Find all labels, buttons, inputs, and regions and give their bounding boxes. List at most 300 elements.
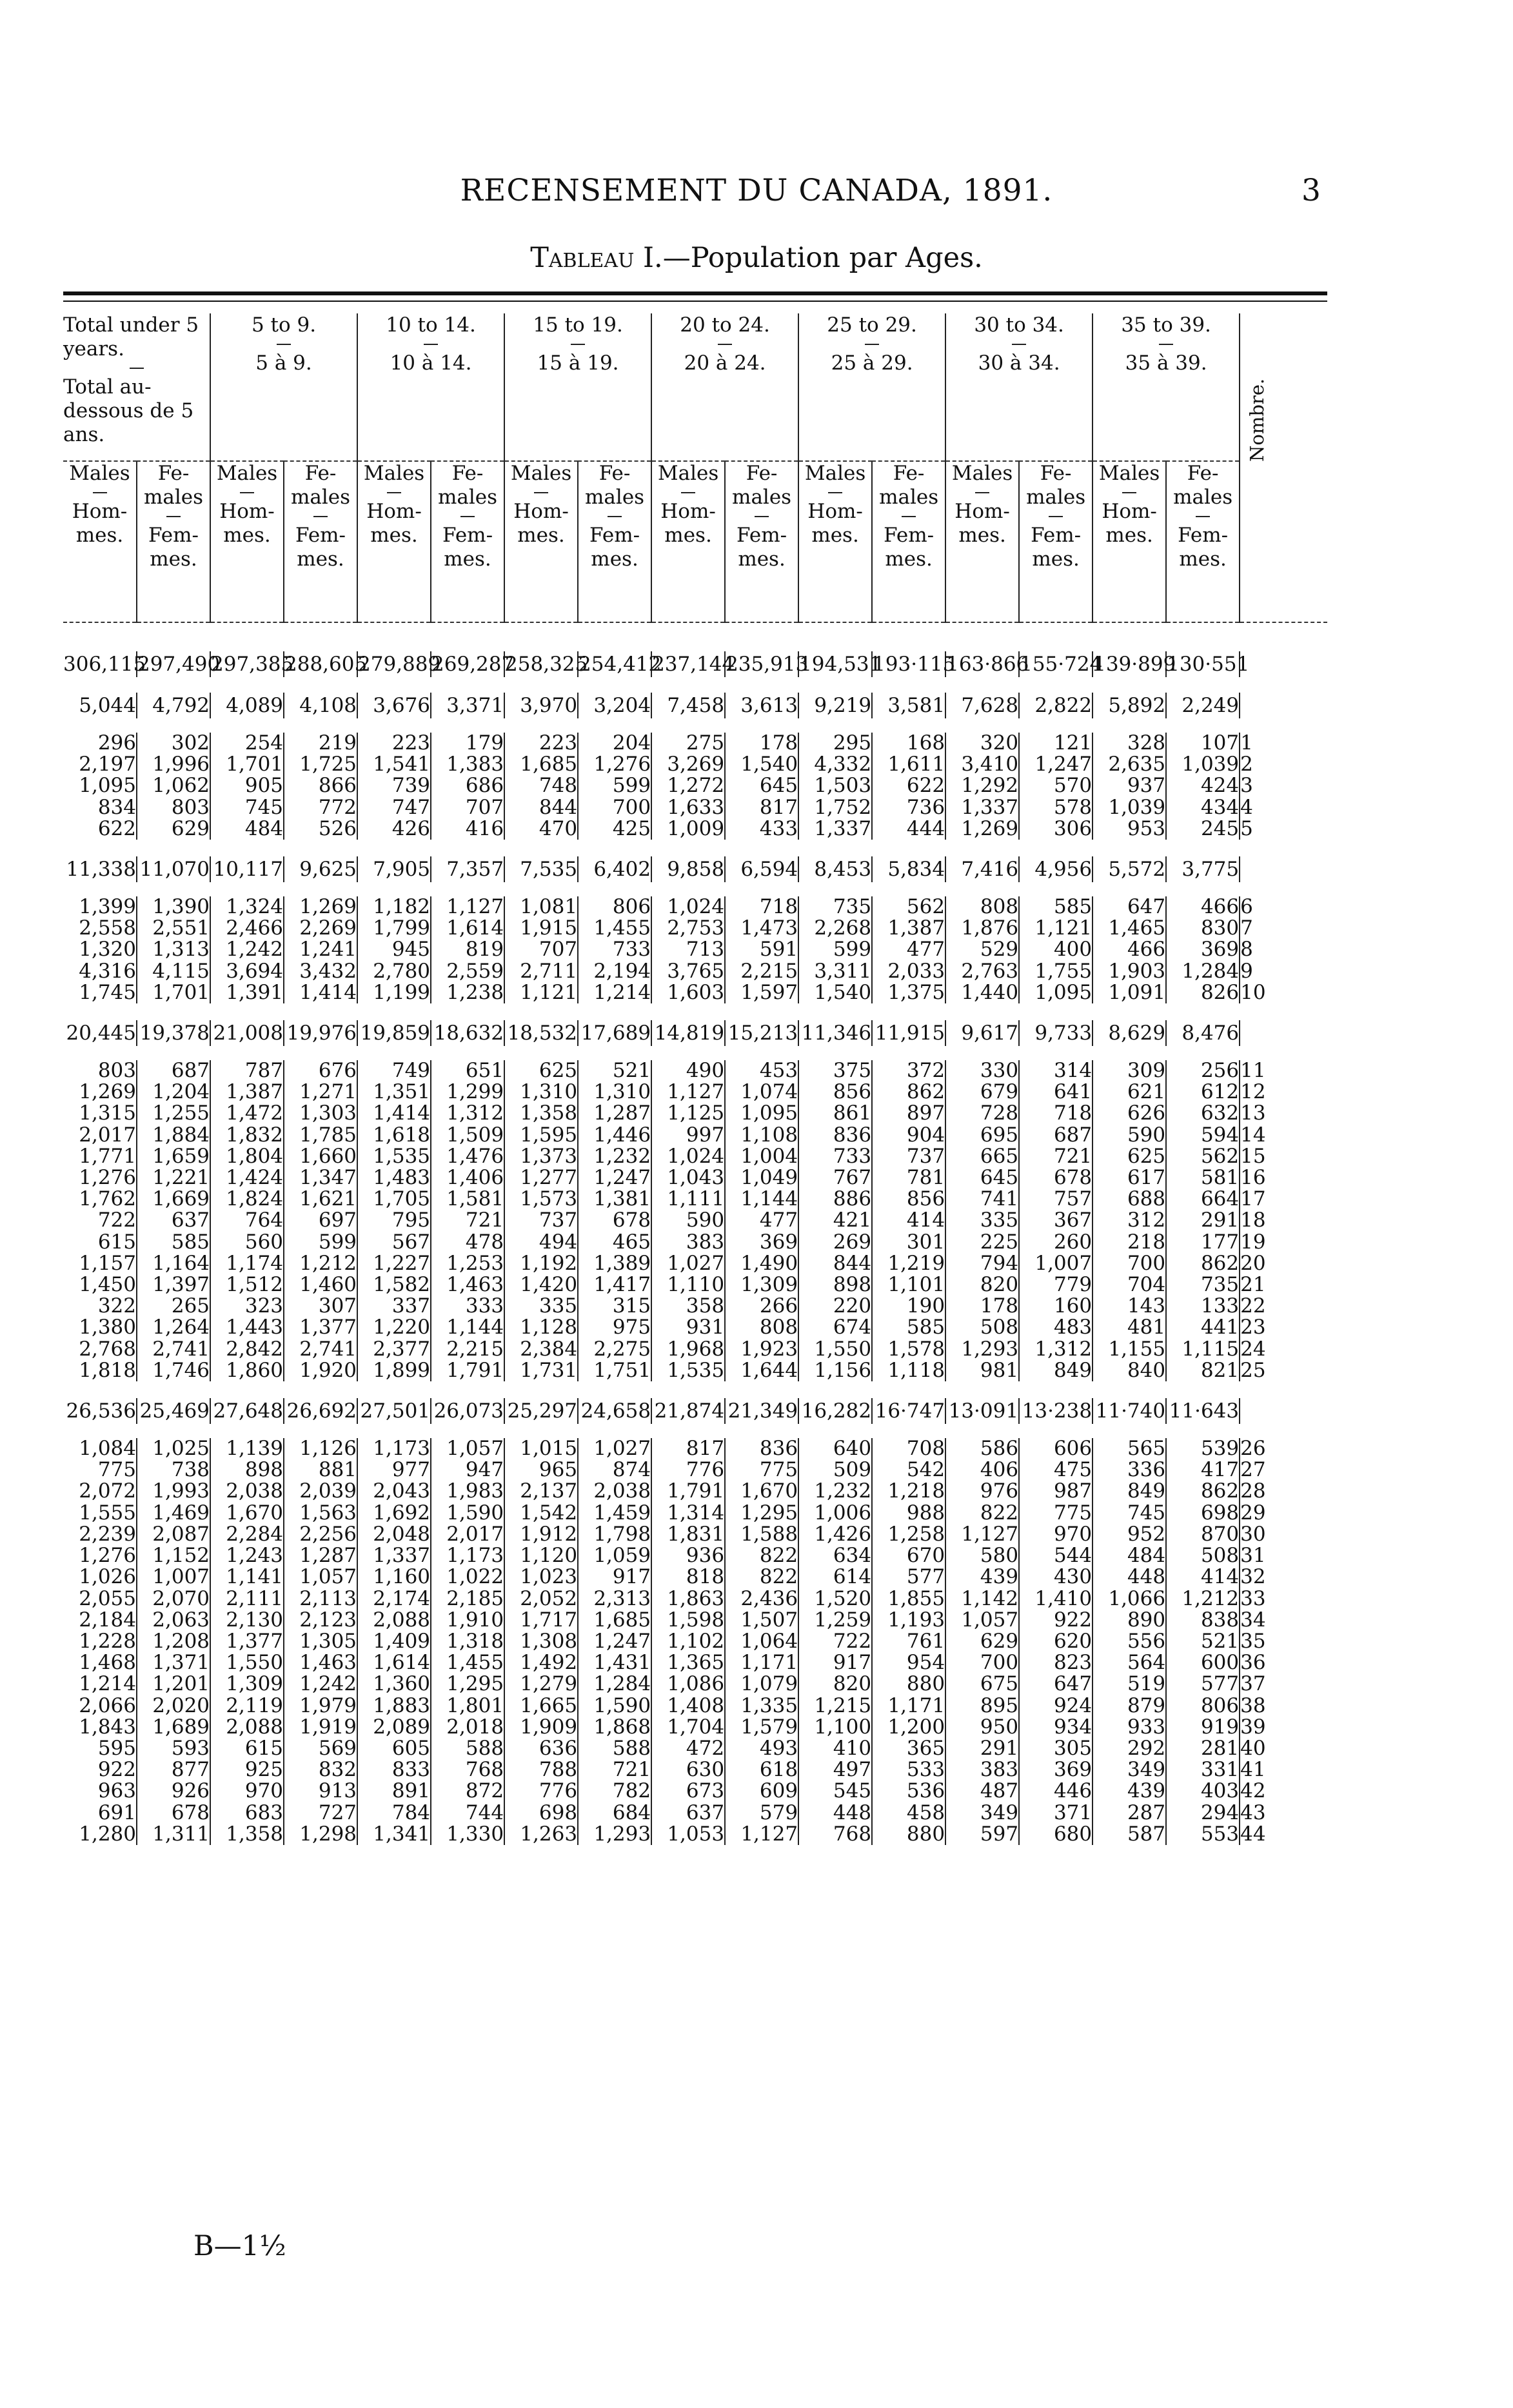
table-cell: 832	[284, 1759, 357, 1781]
row-number: 8	[1240, 939, 1327, 960]
table-cell: 727	[284, 1802, 357, 1824]
header-age-group	[504, 313, 651, 461]
table-cell: 622	[872, 775, 945, 796]
table-cell: 599	[578, 775, 651, 796]
header-females	[872, 462, 945, 622]
table-cell: 478	[431, 1232, 504, 1253]
header-dash	[130, 368, 144, 369]
table-cell: 2,780	[357, 961, 431, 982]
table-cell: 1,824	[210, 1189, 284, 1210]
table-cell: 1,358	[210, 1824, 284, 1845]
header-sex-fr: Fem-mes.	[148, 524, 199, 571]
table-cell: 2,055	[79, 1586, 136, 1610]
table-cell: 787	[210, 1060, 284, 1081]
header-sex-en: Males	[951, 462, 1013, 485]
table-cell: 1,024	[651, 1146, 725, 1167]
table-cell: 1,590	[578, 1695, 651, 1717]
table-cell: 676	[284, 1060, 357, 1081]
table-cell: 14,819	[651, 1020, 725, 1046]
table-cell: 1,049	[725, 1167, 798, 1189]
table-cell: 1,868	[578, 1717, 651, 1738]
table-cell: 1,804	[210, 1146, 284, 1167]
table-cell: 936	[651, 1545, 725, 1566]
table-cell: 417	[1166, 1459, 1240, 1481]
table-cell: 1,420	[504, 1274, 578, 1296]
table-cell: 1,303	[284, 1103, 357, 1124]
header-females	[1166, 462, 1240, 622]
spacer	[63, 623, 1327, 651]
table-cell: 296	[97, 731, 136, 755]
table-cell: 1,440	[945, 982, 1019, 1003]
table-row	[63, 1210, 1327, 1231]
table-cell: 349	[1093, 1759, 1166, 1781]
table-row	[63, 1802, 1327, 1824]
table-cell: 275	[651, 733, 725, 754]
header-total-en: Total under 5 years.	[63, 313, 199, 360]
row-number: 24	[1240, 1339, 1327, 1360]
table-cell: 365	[872, 1738, 945, 1759]
table-cell: 1,164	[137, 1253, 210, 1274]
row-number: 13	[1240, 1103, 1327, 1124]
table-cell: 254,412	[578, 653, 662, 676]
table-cell: 1,295	[725, 1503, 798, 1524]
table-cell: 306,115	[63, 653, 146, 676]
header-sex-en: Males	[69, 462, 130, 485]
table-cell: 1,573	[504, 1189, 578, 1210]
table-cell: 11,338	[66, 858, 136, 882]
table-cell: 337	[357, 1296, 431, 1317]
table-cell: 1,915	[504, 918, 578, 939]
table-cell: 1,192	[504, 1253, 578, 1274]
table-cell: 223	[504, 733, 578, 754]
header-dash	[975, 492, 989, 493]
table-cell: 1,424	[210, 1167, 284, 1189]
table-cell: 307	[284, 1296, 357, 1317]
table-cell: 425	[578, 818, 651, 840]
table-cell: 281	[1166, 1738, 1240, 1759]
header-males	[1093, 462, 1166, 622]
table-cell: 367	[1019, 1210, 1093, 1231]
table-cell: 383	[945, 1759, 1019, 1781]
table-cell: 695	[945, 1125, 1019, 1146]
row-number: 2	[1240, 754, 1327, 775]
table-cell: 2,089	[357, 1717, 431, 1738]
table-cell: 1,062	[137, 775, 210, 796]
table-cell: 2,377	[357, 1339, 431, 1360]
table-cell: 600	[1166, 1652, 1240, 1673]
table-cell: 640	[798, 1438, 872, 1459]
table-cell: 764	[210, 1210, 284, 1231]
header-females	[1019, 462, 1093, 622]
header-sex-en: Males	[657, 462, 719, 485]
table-cell: 358	[651, 1296, 725, 1317]
table-cell: 1,459	[578, 1503, 651, 1524]
table-cell: 9,858	[651, 856, 725, 882]
table-cell: 484	[1093, 1545, 1166, 1566]
table-cell: 937	[1093, 775, 1166, 796]
table-cell: 1,755	[1019, 961, 1093, 982]
table-cell: 772	[284, 797, 357, 818]
table-cell: 2,038	[578, 1481, 651, 1502]
table-cell: 1,801	[431, 1695, 504, 1717]
table-cell: 795	[357, 1210, 431, 1231]
table-cell: 1,535	[651, 1360, 725, 1381]
header-dash	[1196, 516, 1210, 517]
table-cell: 1,670	[725, 1481, 798, 1502]
table-cell: 707	[504, 939, 578, 960]
header-sex-fr: Fem-mes.	[589, 524, 640, 571]
table-cell: 9,625	[284, 856, 357, 882]
header-females	[578, 462, 651, 622]
table-cell: 1,324	[210, 896, 284, 918]
table-cell: 297,385	[211, 653, 294, 676]
table-cell: 806	[578, 896, 651, 918]
table-cell: 2,384	[504, 1339, 578, 1360]
table-cell: 237,144	[652, 653, 735, 676]
table-cell: 8,476	[1166, 1020, 1240, 1046]
table-cell: 1,120	[504, 1545, 578, 1566]
table-cell: 953	[1093, 818, 1166, 840]
table-cell: 545	[798, 1781, 872, 1802]
table-cell: 1,618	[357, 1125, 431, 1146]
table-cell: 788	[504, 1759, 578, 1781]
table-cell: 1,473	[725, 918, 798, 939]
table-cell: 1,313	[137, 939, 210, 960]
table-cell: 826	[1166, 982, 1240, 1003]
table-cell: 1,110	[651, 1274, 725, 1296]
table-cell: 477	[872, 939, 945, 960]
table-row	[63, 1545, 1327, 1566]
row-number: 16	[1240, 1167, 1327, 1189]
spacer	[63, 882, 1327, 896]
table-cell: 178	[945, 1296, 1019, 1317]
table-cell: 336	[1093, 1459, 1166, 1481]
table-cell: 1,410	[1019, 1588, 1093, 1610]
table-cell: 836	[798, 1125, 872, 1146]
table-cell: 406	[945, 1459, 1019, 1481]
table-cell: 309	[1093, 1060, 1166, 1081]
table-cell: 328	[1093, 733, 1166, 754]
table-cell: 291	[1166, 1210, 1240, 1231]
table-cell: 1,581	[431, 1189, 504, 1210]
table-cell: 265	[137, 1296, 210, 1317]
table-cell: 2,466	[210, 918, 284, 939]
table-cell: 9,733	[1019, 1020, 1093, 1046]
table-cell: 139·899	[1093, 653, 1176, 676]
table-cell: 748	[504, 775, 578, 796]
table-cell: 1,644	[725, 1360, 798, 1381]
table-cell: 1,182	[357, 896, 431, 918]
table-cell: 16,282	[798, 1398, 872, 1424]
table-row	[63, 1524, 1327, 1545]
table-cell: 526	[284, 818, 357, 840]
table-cell: 678	[1019, 1167, 1093, 1189]
table-cell: 593	[137, 1738, 210, 1759]
table-cell: 414	[1166, 1566, 1240, 1588]
header-dash	[460, 516, 475, 517]
header-sex-fr: Fem-mes.	[737, 524, 787, 571]
table-cell: 8,453	[798, 856, 872, 882]
table-cell: 1,312	[1019, 1339, 1093, 1360]
table-cell: 733	[578, 939, 651, 960]
table-cell: 840	[1093, 1360, 1166, 1381]
table-cell: 235,913	[726, 653, 809, 676]
table-cell: 922	[1019, 1610, 1093, 1631]
total-row	[63, 856, 1327, 882]
table-cell: 2,123	[284, 1610, 357, 1631]
table-cell: 1,535	[357, 1146, 431, 1167]
table-cell: 2,174	[357, 1588, 431, 1610]
table-cell: 21,874	[651, 1398, 725, 1424]
table-cell: 529	[945, 939, 1019, 960]
header-sex-en: Males	[216, 462, 278, 485]
spacer	[63, 1424, 1327, 1438]
table-cell: 605	[357, 1738, 431, 1759]
row-number	[1240, 651, 1327, 677]
table-cell: 1,863	[651, 1588, 725, 1610]
table-cell: 737	[872, 1146, 945, 1167]
table-cell: 294	[1166, 1802, 1240, 1824]
table-cell: 441	[1166, 1317, 1240, 1338]
table-cell: 954	[872, 1652, 945, 1673]
table-cell: 1,293	[578, 1824, 651, 1845]
table-cell: 7,416	[945, 856, 1019, 882]
table-cell: 708	[872, 1438, 945, 1459]
table-cell: 1,397	[137, 1274, 210, 1296]
table-cell: 1,685	[504, 754, 578, 775]
table-cell: 5,892	[1093, 693, 1166, 718]
table-cell: 1,152	[137, 1545, 210, 1566]
table-cell: 1,111	[651, 1189, 725, 1210]
row-number: 35	[1240, 1631, 1327, 1652]
table-cell: 585	[1019, 896, 1093, 918]
row-number: 20	[1240, 1253, 1327, 1274]
table-cell: 1,009	[651, 818, 725, 840]
table-cell: 1,920	[284, 1360, 357, 1381]
header-group-fr: 5 à 9.	[255, 351, 312, 375]
table-cell: 1,406	[431, 1167, 504, 1189]
table-cell: 1,258	[872, 1524, 945, 1545]
table-cell: 924	[1019, 1695, 1093, 1717]
table-cell: 803	[97, 1059, 136, 1083]
table-cell: 2,119	[210, 1695, 284, 1717]
table-cell: 1,064	[725, 1631, 798, 1652]
table-cell: 256	[1166, 1060, 1240, 1081]
table-cell: 2,275	[578, 1339, 651, 1360]
table-cell: 143	[1093, 1296, 1166, 1317]
table-row	[63, 939, 1327, 960]
header-group-en: 35 to 39.	[1121, 313, 1211, 337]
table-cell: 5,572	[1093, 856, 1166, 882]
table-cell: 219	[284, 733, 357, 754]
table-cell: 421	[798, 1210, 872, 1231]
table-cell: 1,121	[1019, 918, 1093, 939]
table-cell: 1,127	[725, 1824, 798, 1845]
table-cell: 448	[798, 1802, 872, 1824]
table-cell: 1,391	[210, 982, 284, 1003]
group-gap	[63, 1381, 1327, 1398]
table-cell: 722	[97, 1209, 136, 1232]
table-cell: 330	[945, 1060, 1019, 1081]
table-cell: 13·238	[1019, 1398, 1093, 1424]
header-sex-fr: Fem-mes.	[884, 524, 934, 571]
table-cell: 320	[945, 733, 1019, 754]
table-cell: 11·643	[1166, 1398, 1240, 1424]
table-cell: 1,996	[137, 754, 210, 775]
table-cell: 292	[1093, 1738, 1166, 1759]
header-total-under-5	[63, 313, 210, 461]
table-cell: 190	[872, 1296, 945, 1317]
table-cell: 133	[1166, 1296, 1240, 1317]
table-cell: 1,142	[945, 1588, 1019, 1610]
table-cell: 2,088	[210, 1717, 284, 1738]
table-cell: 1,242	[210, 939, 284, 960]
row-number	[1240, 1020, 1327, 1046]
table-cell: 553	[1166, 1824, 1240, 1845]
table-cell: 1,279	[504, 1673, 578, 1695]
table-cell: 8,629	[1093, 1020, 1166, 1046]
table-cell: 897	[872, 1103, 945, 1124]
header-group-fr: 25 à 29.	[831, 351, 913, 375]
table-cell: 25,297	[504, 1398, 578, 1424]
header-age-group	[357, 313, 504, 461]
header-nombre: Nombre.	[1246, 378, 1269, 462]
table-cell: 1,751	[578, 1360, 651, 1381]
header-males	[798, 462, 872, 622]
table-cell: 767	[798, 1167, 872, 1189]
table-cell: 1,380	[79, 1316, 136, 1339]
table-cell: 297,490	[137, 653, 221, 676]
table-row	[63, 1566, 1327, 1588]
table-cell: 775	[1019, 1503, 1093, 1524]
table-cell: 1,081	[504, 896, 578, 918]
group-gap	[63, 677, 1327, 693]
header-dash	[571, 344, 585, 345]
table-cell: 782	[578, 1781, 651, 1802]
table-cell: 15,213	[725, 1020, 798, 1046]
table-cell: 614	[798, 1566, 872, 1588]
table-cell: 1,993	[137, 1481, 210, 1502]
header-group-en: 15 to 19.	[533, 313, 623, 337]
header-dash	[681, 492, 695, 493]
table-cell: 1,705	[357, 1189, 431, 1210]
table-row	[63, 1360, 1327, 1381]
table-cell: 1,173	[431, 1545, 504, 1566]
table-cell: 433	[725, 818, 798, 840]
table-row	[63, 1232, 1327, 1253]
row-number: 30	[1240, 1524, 1327, 1545]
table-cell: 2,020	[137, 1695, 210, 1717]
table-cell: 369	[1166, 939, 1240, 960]
table-cell: 739	[357, 775, 431, 796]
table-cell: 664	[1166, 1189, 1240, 1210]
table-cell: 1,614	[431, 918, 504, 939]
table-cell: 1,633	[651, 797, 725, 818]
spacer	[63, 840, 1327, 856]
table-row	[63, 896, 1327, 918]
table-cell: 1,247	[578, 1631, 651, 1652]
table-cell: 1,883	[357, 1695, 431, 1717]
table-row	[63, 1781, 1327, 1802]
table-cell: 223	[357, 733, 431, 754]
table-cell: 822	[725, 1545, 798, 1566]
header-dash	[865, 344, 879, 345]
table-row	[63, 1081, 1327, 1103]
header-sex-en: Males	[804, 462, 866, 485]
table-cell: 675	[945, 1673, 1019, 1695]
table-cell: 647	[1093, 896, 1166, 918]
table-cell: 1,492	[504, 1652, 578, 1673]
table-row	[63, 1167, 1327, 1189]
table-cell: 1,173	[357, 1438, 431, 1459]
table-cell: 1,263	[504, 1824, 578, 1845]
header-sex-fr: Hom-mes.	[366, 500, 422, 547]
group-gap	[63, 1424, 1327, 1438]
table-row	[63, 1481, 1327, 1502]
table-cell: 19,859	[357, 1020, 431, 1046]
header-females	[725, 462, 798, 622]
table-cell: 323	[210, 1296, 284, 1317]
table-cell: 3,269	[651, 754, 725, 775]
table-cell: 1,272	[651, 775, 725, 796]
table-cell: 1,057	[431, 1438, 504, 1459]
table-cell: 11,070	[137, 856, 210, 882]
table-cell: 1,214	[578, 982, 651, 1003]
table-row	[63, 1339, 1327, 1360]
table-cell: 444	[872, 818, 945, 840]
table-cell: 698	[504, 1802, 578, 1824]
table-row	[63, 1631, 1327, 1652]
table-cell: 862	[1166, 1253, 1240, 1274]
row-number: 32	[1240, 1566, 1327, 1588]
table-cell: 987	[1019, 1481, 1093, 1502]
table-cell: 768	[431, 1759, 504, 1781]
table-cell: 560	[210, 1232, 284, 1253]
table-cell: 700	[945, 1652, 1019, 1673]
table-cell: 821	[1166, 1360, 1240, 1381]
table-cell: 1,832	[210, 1125, 284, 1146]
table-cell: 315	[578, 1296, 651, 1317]
table-cell: 1,541	[357, 754, 431, 775]
table-cell: 1,460	[284, 1274, 357, 1296]
table-cell: 27,501	[357, 1398, 431, 1424]
table-cell: 1,371	[137, 1652, 210, 1673]
table-cell: 16·747	[872, 1398, 945, 1424]
table-cell: 2,070	[137, 1588, 210, 1610]
table-cell: 2,039	[284, 1481, 357, 1502]
table-row	[63, 818, 1327, 840]
table-cell: 981	[945, 1360, 1019, 1381]
table-row	[63, 1125, 1327, 1146]
group-gap	[63, 718, 1327, 733]
table-cell: 757	[1019, 1189, 1093, 1210]
table-cell: 487	[945, 1781, 1019, 1802]
table-cell: 2,741	[284, 1339, 357, 1360]
table-cell: 808	[725, 1317, 798, 1338]
table-row	[63, 1296, 1327, 1317]
table-cell: 1,912	[504, 1524, 578, 1545]
table-cell: 877	[137, 1759, 210, 1781]
table-cell: 9,219	[798, 693, 872, 718]
table-cell: 9,617	[945, 1020, 1019, 1046]
table-cell: 2,137	[504, 1481, 578, 1502]
header-group-en: 10 to 14.	[386, 313, 476, 337]
table-cell: 369	[1019, 1759, 1093, 1781]
row-number: 11	[1240, 1060, 1327, 1081]
header-dash	[608, 516, 622, 517]
table-cell: 1,310	[578, 1081, 651, 1103]
table-cell: 1,299	[431, 1081, 504, 1103]
